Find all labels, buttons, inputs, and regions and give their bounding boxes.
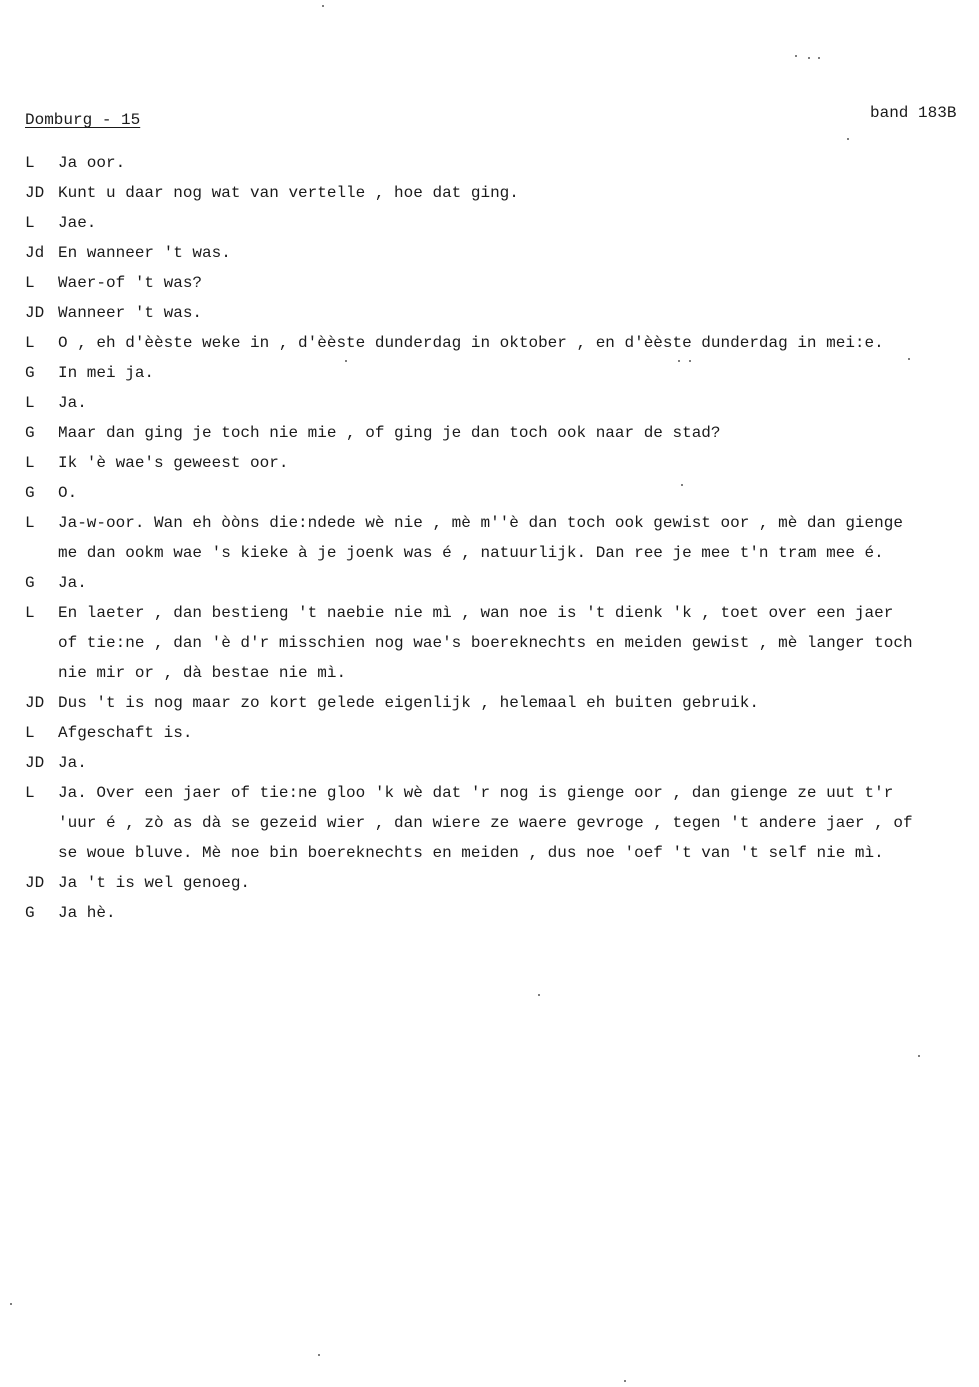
speaker-label: L <box>25 724 35 742</box>
speaker-label: G <box>25 424 35 442</box>
speaker-label: JD <box>25 304 45 322</box>
page-title: Domburg - 15 <box>25 111 141 129</box>
speaker-label: G <box>25 484 35 502</box>
utterance-text: Ja 't is wel genoeg. <box>58 874 251 892</box>
speaker-label: L <box>25 154 35 172</box>
transcript-line <box>25 748 960 778</box>
transcript-line <box>25 478 960 508</box>
speaker-label: L <box>25 604 35 622</box>
speaker-label: Jd <box>25 244 45 262</box>
utterance-text: Kunt u daar nog wat van vertelle , hoe dat ging. <box>58 184 519 202</box>
speaker-label: L <box>25 784 35 802</box>
utterance-text: Waer-of 't was? <box>58 274 203 292</box>
transcript-line <box>25 598 960 628</box>
transcript-line <box>25 178 960 208</box>
speaker-label: L <box>25 394 35 412</box>
transcript <box>25 148 960 928</box>
transcript-line-continuation <box>25 628 960 658</box>
speaker-label: L <box>25 334 35 352</box>
transcript-line-continuation <box>25 658 960 688</box>
transcript-line-continuation <box>25 838 960 868</box>
scan-speck <box>681 484 683 486</box>
utterance-text: Jae. <box>58 214 97 232</box>
tape-label: band 183B <box>870 104 957 122</box>
utterance-text: In mei ja. <box>58 364 155 382</box>
utterance-text: O , eh d'èèste weke in , d'èèste dunderdag in oktober , en d'èèste dunderdag in mei:e. <box>58 334 884 352</box>
scan-speck <box>689 360 691 362</box>
utterance-text: Wanneer 't was. <box>58 304 203 322</box>
scan-speck <box>345 360 347 362</box>
transcript-line <box>25 718 960 748</box>
transcript-line <box>25 448 960 478</box>
speaker-label: JD <box>25 874 45 892</box>
scan-speck <box>322 5 324 7</box>
scan-speck <box>795 55 797 57</box>
utterance-text: Maar dan ging je toch nie mie , of ging je dan toch ook naar de stad? <box>58 424 721 442</box>
transcript-line <box>25 148 960 178</box>
utterance-text: 'uur é , zò as dà se gezeid wier , dan wiere ze waere gevroge , tegen 't andere jaer , of <box>58 814 913 832</box>
scan-speck <box>318 1354 320 1356</box>
speaker-label: G <box>25 364 35 382</box>
speaker-label: G <box>25 574 35 592</box>
transcript-line <box>25 298 960 328</box>
transcript-line <box>25 778 960 808</box>
transcript-line <box>25 268 960 298</box>
utterance-text: Ja. <box>58 754 87 772</box>
scan-speck <box>918 1055 920 1057</box>
scan-speck <box>847 138 849 140</box>
transcript-line <box>25 898 960 928</box>
utterance-text: Ja. <box>58 394 87 412</box>
utterance-text: Ik 'è wae's geweest oor. <box>58 454 289 472</box>
transcript-line <box>25 388 960 418</box>
utterance-text: En laeter , dan bestieng 't naebie nie mì , wan noe is 't dienk 'k , toet over een jaer <box>58 604 894 622</box>
speaker-label: JD <box>25 184 45 202</box>
utterance-text: En wanneer 't was. <box>58 244 231 262</box>
transcript-line <box>25 508 960 538</box>
speaker-label: JD <box>25 694 45 712</box>
transcript-line <box>25 328 960 358</box>
utterance-text: me dan ookm wae 's kieke à je joenk was é , natuurlijk. Dan ree je mee t'n tram mee é. <box>58 544 884 562</box>
utterance-text: Ja. Over een jaer of tie:ne gloo 'k wè dat 'r nog is gienge oor , dan gienge ze uut t'r <box>58 784 894 802</box>
transcript-line <box>25 238 960 268</box>
transcript-line-continuation <box>25 808 960 838</box>
speaker-label: G <box>25 904 35 922</box>
speaker-label: L <box>25 454 35 472</box>
utterance-text: se woue bluve. Mè noe bin boereknechts en meiden , dus noe 'oef 't van 't self nie mì. <box>58 844 884 862</box>
utterance-text: Ja hè. <box>58 904 116 922</box>
scan-speck <box>624 1380 626 1382</box>
utterance-text: of tie:ne , dan 'è d'r misschien nog wae's boereknechts en meiden gewist , mè langer toch <box>58 634 913 652</box>
speaker-label: L <box>25 214 35 232</box>
utterance-text: Afgeschaft is. <box>58 724 193 742</box>
scan-speck <box>908 358 910 360</box>
speaker-label: L <box>25 274 35 292</box>
scan-speck <box>818 57 820 59</box>
transcript-line <box>25 568 960 598</box>
scan-speck <box>538 994 540 996</box>
utterance-text: O. <box>58 484 78 502</box>
transcript-line <box>25 418 960 448</box>
scan-speck <box>678 360 680 362</box>
scan-speck <box>808 57 810 59</box>
utterance-text: Ja-w-oor. Wan eh òòns die:ndede wè nie , mè m''è dan toch ook gewist oor , mè dan gienge <box>58 514 903 532</box>
utterance-text: Ja oor. <box>58 154 126 172</box>
transcript-line <box>25 688 960 718</box>
speaker-label: JD <box>25 754 45 772</box>
transcript-line-continuation <box>25 538 960 568</box>
scan-speck <box>10 1303 12 1305</box>
transcript-line <box>25 868 960 898</box>
utterance-text: nie mir or , dà bestae nie mì. <box>58 664 347 682</box>
utterance-text: Dus 't is nog maar zo kort gelede eigenlijk , helemaal eh buiten gebruik. <box>58 694 759 712</box>
transcript-line <box>25 358 960 388</box>
speaker-label: L <box>25 514 35 532</box>
utterance-text: Ja. <box>58 574 87 592</box>
transcript-line <box>25 208 960 238</box>
